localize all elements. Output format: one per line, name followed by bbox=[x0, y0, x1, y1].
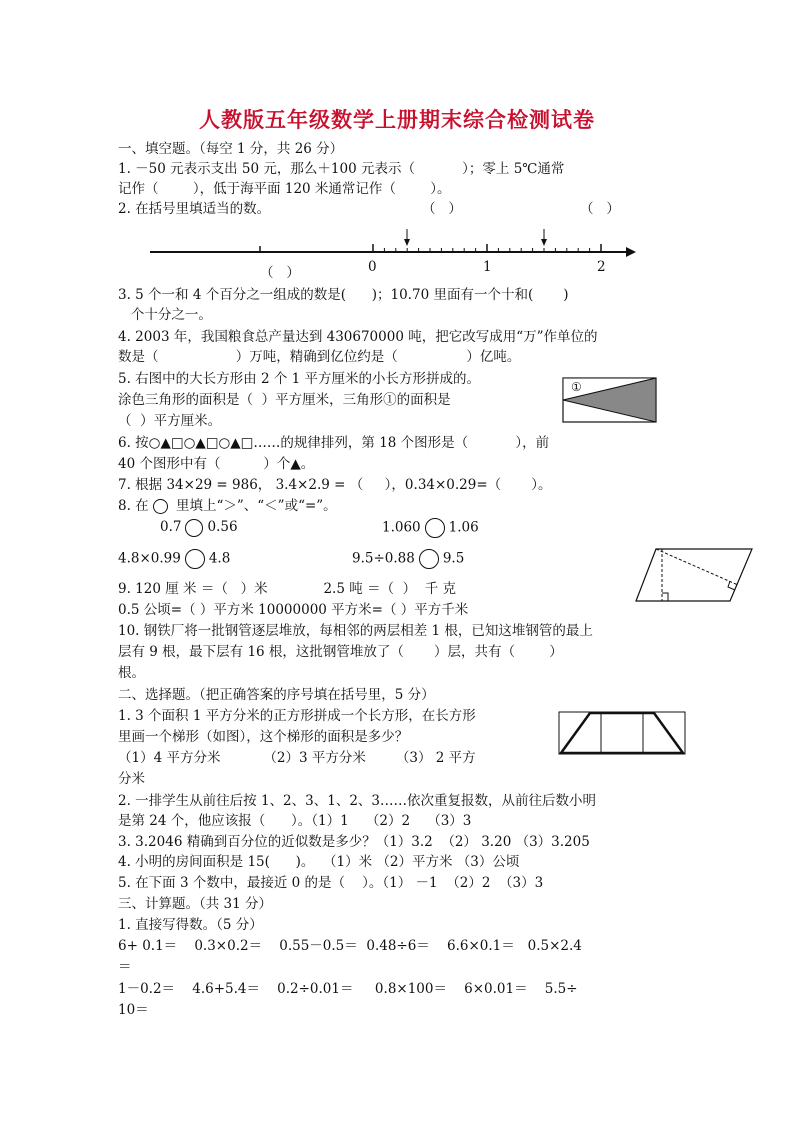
q2-blank-below: （ ） bbox=[260, 265, 300, 281]
q8-suffix: 里填上“＞”、“＜”或“=”。 bbox=[171, 498, 337, 514]
s3-q1-line: 1. 直接写得数。（5 分） bbox=[118, 917, 263, 933]
q5-line1: 5. 右图中的大长方形由 2 个 1 平方厘米的小长方形拼成的。 bbox=[118, 371, 481, 387]
q8-item-b: 1.060 1.06 bbox=[382, 518, 479, 538]
q10-line2: 层有 9 根，最下层有 16 根，这批钢管堆放了（ ）层，共有（ ） bbox=[118, 644, 563, 660]
q8-item-a: 0.7 0.56 bbox=[160, 519, 238, 535]
s2-q1-options: （1）4 平方分米 （2）3 平方分米 （3） 2 平方 bbox=[118, 750, 476, 766]
q10-line1: 10. 钢铁厂将一批钢管逐层堆放，每相邻的两层相差 1 根，已知这堆钢管的最上 bbox=[118, 623, 593, 639]
q2-line: 2. 在括号里填适当的数。 bbox=[118, 201, 271, 217]
tick-label-0: 0 bbox=[368, 259, 377, 275]
q4-line2: 数是（ ）万吨，精确到亿位约是（ ）亿吨。 bbox=[118, 349, 521, 365]
page-title: 人教版五年级数学上册期末综合检测试卷 bbox=[199, 108, 595, 132]
q1-line1: 1. －50 元表示支出 50 元，那么＋100 元表示（ ）；零上 5℃通常 bbox=[118, 161, 565, 177]
s2-q1-line1: 1. 3 个面积 1 平方分米的正方形拼成一个长方形，在长方形 bbox=[118, 708, 476, 724]
section3-heading: 三、计算题。（共 31 分） bbox=[118, 896, 273, 912]
calc-row1: 6+ 0.1＝ 0.3×0.2＝ 0.55－0.5＝ 0.48÷6＝ 6.6×0.1＝ 0.5×2.4 bbox=[118, 938, 582, 954]
parallelogram-figure bbox=[636, 545, 756, 605]
q3-line1: 3. 5 个一和 4 个百分之一组成的数是( )；10.70 里面有一个十和( ) bbox=[118, 287, 569, 303]
calc-row2: 1－0.2＝ 4.6+5.4＝ 0.2÷0.01＝ 0.8×100＝ 6×0.01＝ 5.5÷ bbox=[118, 981, 578, 997]
q5-figure-label: ① bbox=[571, 380, 582, 394]
q10-line3: 根。 bbox=[118, 665, 145, 681]
q1-line2: 记作（ ），低于海平面 120 米通常记作（ ）。 bbox=[118, 181, 451, 197]
tick-label-2: 2 bbox=[597, 259, 606, 275]
s2-q2-line1: 2. 一排学生从前往后按 1、2、3、1、2、3……依次重复报数，从前往后数小明 bbox=[118, 793, 596, 809]
q8-item-d: 9.5÷0.88 9.5 bbox=[352, 549, 464, 569]
q8-item-c: 4.8×0.99 4.8 bbox=[118, 549, 230, 569]
q8-prefix: 8. 在 bbox=[118, 498, 149, 514]
s2-q1-options-cont: 分米 bbox=[118, 771, 145, 787]
q7-line: 7. 根据 34×29 = 986， 3.4×2.9 = （ ），0.34×0.29=（ ）。 bbox=[118, 477, 552, 493]
calc-row2-cont: 10＝ bbox=[118, 1002, 149, 1018]
q6-line2: 40 个图形中有（ ）个▲。 bbox=[118, 456, 315, 472]
q3-line2: 个十分之一。 bbox=[118, 307, 212, 323]
compare-circle-icon[interactable] bbox=[185, 519, 203, 537]
q8-circle-icon bbox=[153, 499, 168, 514]
q4-line1: 4. 2003 年，我国粮食总产量达到 430670000 吨，把它改写成用“万”作单位的 bbox=[118, 329, 598, 345]
section2-heading: 二、选择题。（把正确答案的序号填在括号里，5 分） bbox=[118, 687, 435, 703]
compare-circle-icon[interactable] bbox=[185, 549, 205, 569]
section1-heading: 一、填空题。（每空 1 分，共 26 分） bbox=[118, 141, 344, 157]
q5-line2: 涂色三角形的面积是（ ）平方厘米，三角形①的面积是 bbox=[118, 392, 451, 408]
s2-q3-line: 3. 3.2046 精确到百分位的近似数是多少？（1）3.2 （2） 3.20 （3）3.205 bbox=[118, 834, 590, 850]
s2-q4-line: 4. 小明的房间面积是 15( )。 （1）米 （2）平方米 （3）公顷 bbox=[118, 854, 520, 870]
s2-q1-line2: 里画一个梯形（如图），这个梯形的面积是多少？ bbox=[118, 729, 409, 745]
q2-blank-arrow2: （ ） bbox=[580, 201, 620, 217]
q2-blank-arrow1: （ ） bbox=[422, 201, 462, 217]
q8-line bbox=[118, 497, 337, 515]
s2-q2-line2: 是第 24 个，他应该报（ ）。（1）1 （2）2 （3）3 bbox=[118, 813, 472, 829]
tick-label-1: 1 bbox=[483, 259, 492, 275]
trapezoid-figure bbox=[558, 710, 688, 756]
q9-line2: 0.5 公顷=（ ）平方米 10000000 平方米=（ ）平方千米 bbox=[118, 602, 469, 618]
q5-line3: （ ）平方厘米。 bbox=[118, 413, 222, 429]
q9-line1: 9. 120 厘 米 ＝（ ）米 2.5 吨 ＝（ ） 千 克 bbox=[118, 581, 456, 597]
compare-circle-icon[interactable] bbox=[419, 549, 439, 569]
calc-row1-cont: ＝ bbox=[118, 959, 132, 975]
s2-q5-line: 5. 在下面 3 个数中，最接近 0 的是（ ）。（1） －1 （2）2 （3）3 bbox=[118, 875, 544, 891]
q6-line1: 6. 按○▲□○▲□○▲□……的规律排列，第 18 个图形是（ ），前 bbox=[118, 435, 550, 451]
compare-circle-icon[interactable] bbox=[425, 518, 445, 538]
